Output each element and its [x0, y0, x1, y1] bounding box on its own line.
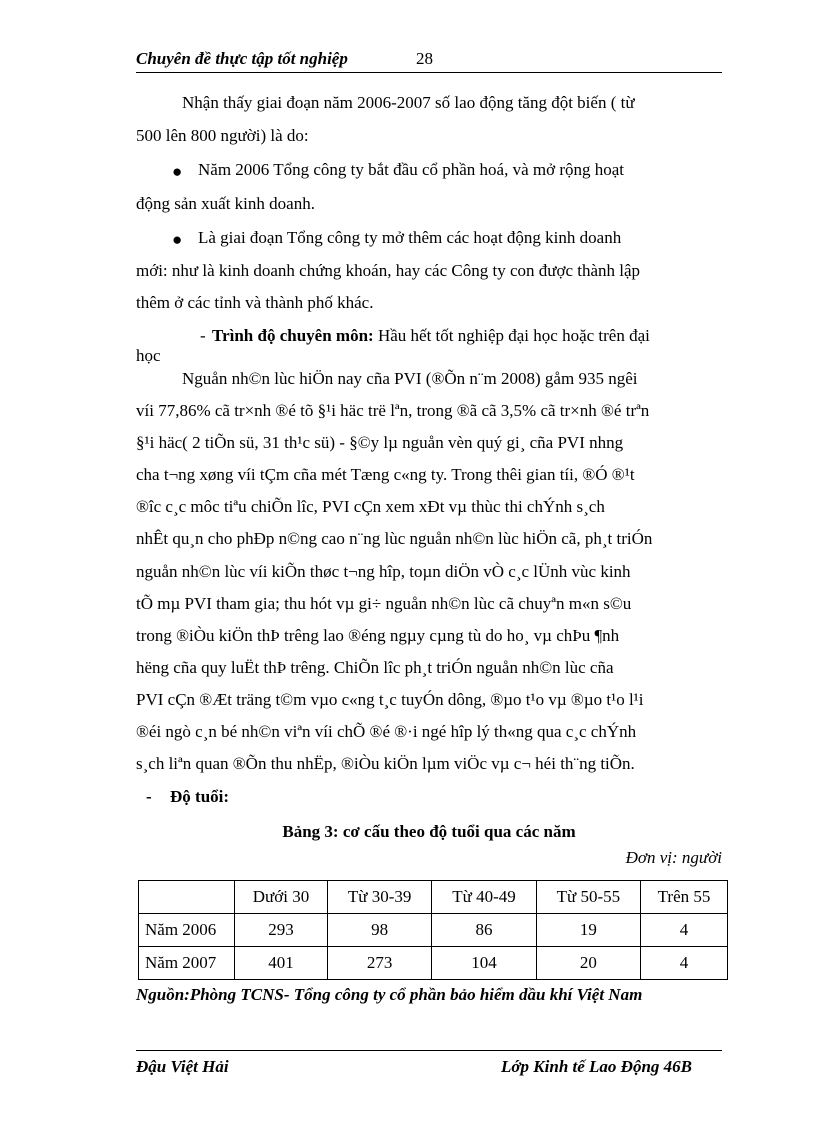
- table-header-cell: Trên 55: [641, 881, 728, 914]
- table-caption: Bảng 3: cơ cấu theo độ tuổi qua các năm: [282, 822, 576, 841]
- table-header-cell: Dưới 30: [235, 881, 328, 914]
- table-source: Nguồn:Phòng TCNS- Tổng công ty cổ phần bảo hiểm dầu khí Việt Nam: [136, 985, 643, 1004]
- table-cell: 401: [235, 947, 328, 980]
- header-title: Chuyên đề thực tập tốt nghiệp: [136, 49, 348, 68]
- garbled-line: tÕ mµ PVI tham gia; thu hót vµ gi÷ nguån nh©n lùc cã chuyªn m«n s©u: [136, 594, 632, 613]
- table-cell: 293: [235, 914, 328, 947]
- author-name: Đậu Việt Hải: [136, 1057, 229, 1076]
- garbled-line: ®îc c¸c môc tiªu chiÕn lîc, PVI cÇn xem xÐt vµ thùc thi chÝnh s¸ch: [136, 497, 605, 516]
- bullet-icon: ●: [172, 230, 183, 249]
- garbled-line: s¸ch liªn quan ®Õn thu nhËp, ®iÒu kiÖn lµm viÖc vµ c¬ héi th¨ng tiÕn.: [136, 754, 635, 773]
- trinh-do-label: Trình độ chuyên môn:: [212, 326, 374, 345]
- garbled-line: PVI cÇn ®Æt träng t©m vµo c«ng t¸c tuyÓn dông, ®µo t¹o vµ ®µo t¹o l¹i: [136, 690, 644, 709]
- table-cell: 86: [432, 914, 536, 947]
- section-title: Độ tuổi:: [170, 787, 230, 806]
- garbled-line: trong ®iÒu kiÖn thÞ trêng lao ®éng ngµy cµng tù do ho¸ vµ chÞu ¶nh: [136, 626, 620, 645]
- list-dash: -: [200, 326, 206, 345]
- bullet-item-line: Năm 2006 Tổng công ty bắt đầu cổ phần hoá, và mở rộng hoạt: [198, 160, 625, 179]
- table-cell: 19: [536, 914, 640, 947]
- garbled-line: nhÊt qu¸n cho phÐp n©ng cao n¨ng lùc nguån nh©n lùc hiÖn cã, ph¸t triÓn: [136, 529, 653, 548]
- table-header-cell: Từ 30-39: [327, 881, 431, 914]
- page-footer: [136, 1050, 722, 1077]
- paragraph-line: 500 lên 800 người) là do:: [136, 126, 309, 145]
- table-unit: Đơn vị: người: [625, 848, 722, 867]
- garbled-line: nguån nh©n lùc víi kiÕn thøc t¬ng hîp, toµn diÖn vÒ c¸c lÜnh vùc kinh: [136, 562, 631, 581]
- table-cell: 98: [327, 914, 431, 947]
- bullet-item-line: mới: như là kinh doanh chứng khoán, hay các Công ty con được thành lập: [136, 261, 641, 280]
- table-row-header: Năm 2007: [139, 947, 235, 980]
- list-dash: -: [146, 787, 152, 806]
- bullet-item-line: thêm ở các tỉnh và thành phố khác.: [136, 293, 374, 312]
- table-header-row: [139, 881, 728, 914]
- table-cell: 273: [327, 947, 431, 980]
- garbled-line: §¹i häc( 2 tiÕn sü, 31 th¹c sü) - §©y lµ nguån vèn quý gi¸ cña PVI nhng: [136, 433, 624, 452]
- garbled-line: cha t¬ng xøng víi tÇm cña mét Tæng c«ng ty. Trong thêi gian tíi, ®Ó ®¹t: [136, 465, 635, 484]
- table-row: [139, 914, 728, 947]
- table-cell: 20: [536, 947, 640, 980]
- page-number: 28: [416, 49, 433, 68]
- garbled-line: Nguån nh©n lùc hiÖn nay cña PVI (®Õn n¨m 2008) gåm 935 ngêi: [182, 369, 638, 388]
- table-row-header: Năm 2006: [139, 914, 235, 947]
- garbled-line: ®éi ngò c¸n bé nh©n viªn víi chÕ ®é ®·i ngé hîp lý th«ng qua c¸c chÝnh: [136, 722, 637, 741]
- table-header-cell: [139, 881, 235, 914]
- garbled-line: víi 77,86% cã tr×nh ®é tõ §¹i häc trë lªn, trong ®ã cã 3,5% cã tr×nh ®é trªn: [136, 401, 650, 420]
- table-row: [139, 947, 728, 980]
- bullet-item-line: Là giai đoạn Tổng công ty mở thêm các hoạt động kinh doanh: [198, 228, 622, 247]
- age-structure-table: [138, 880, 728, 980]
- table-cell: 104: [432, 947, 536, 980]
- bullet-item-line: động sản xuất kinh doanh.: [136, 194, 315, 213]
- trinh-do-text: Hầu hết tốt nghiệp đại học hoặc trên đại: [373, 326, 650, 345]
- table-cell: 4: [641, 914, 728, 947]
- garbled-line: hëng cña quy luËt thÞ trêng. ChiÕn lîc ph¸t triÓn nguån nh©n lùc cña: [136, 658, 614, 677]
- trinh-do-line: [212, 325, 650, 347]
- paragraph-line: học: [136, 346, 161, 365]
- paragraph-line: Nhận thấy giai đoạn năm 2006-2007 số lao động tăng đột biến ( từ: [182, 93, 635, 112]
- table-cell: 4: [641, 947, 728, 980]
- page-header: [136, 48, 722, 73]
- bullet-icon: ●: [172, 162, 183, 181]
- class-name: Lớp Kinh tế Lao Động 46B: [501, 1057, 692, 1076]
- table-header-cell: Từ 40-49: [432, 881, 536, 914]
- table-header-cell: Từ 50-55: [536, 881, 640, 914]
